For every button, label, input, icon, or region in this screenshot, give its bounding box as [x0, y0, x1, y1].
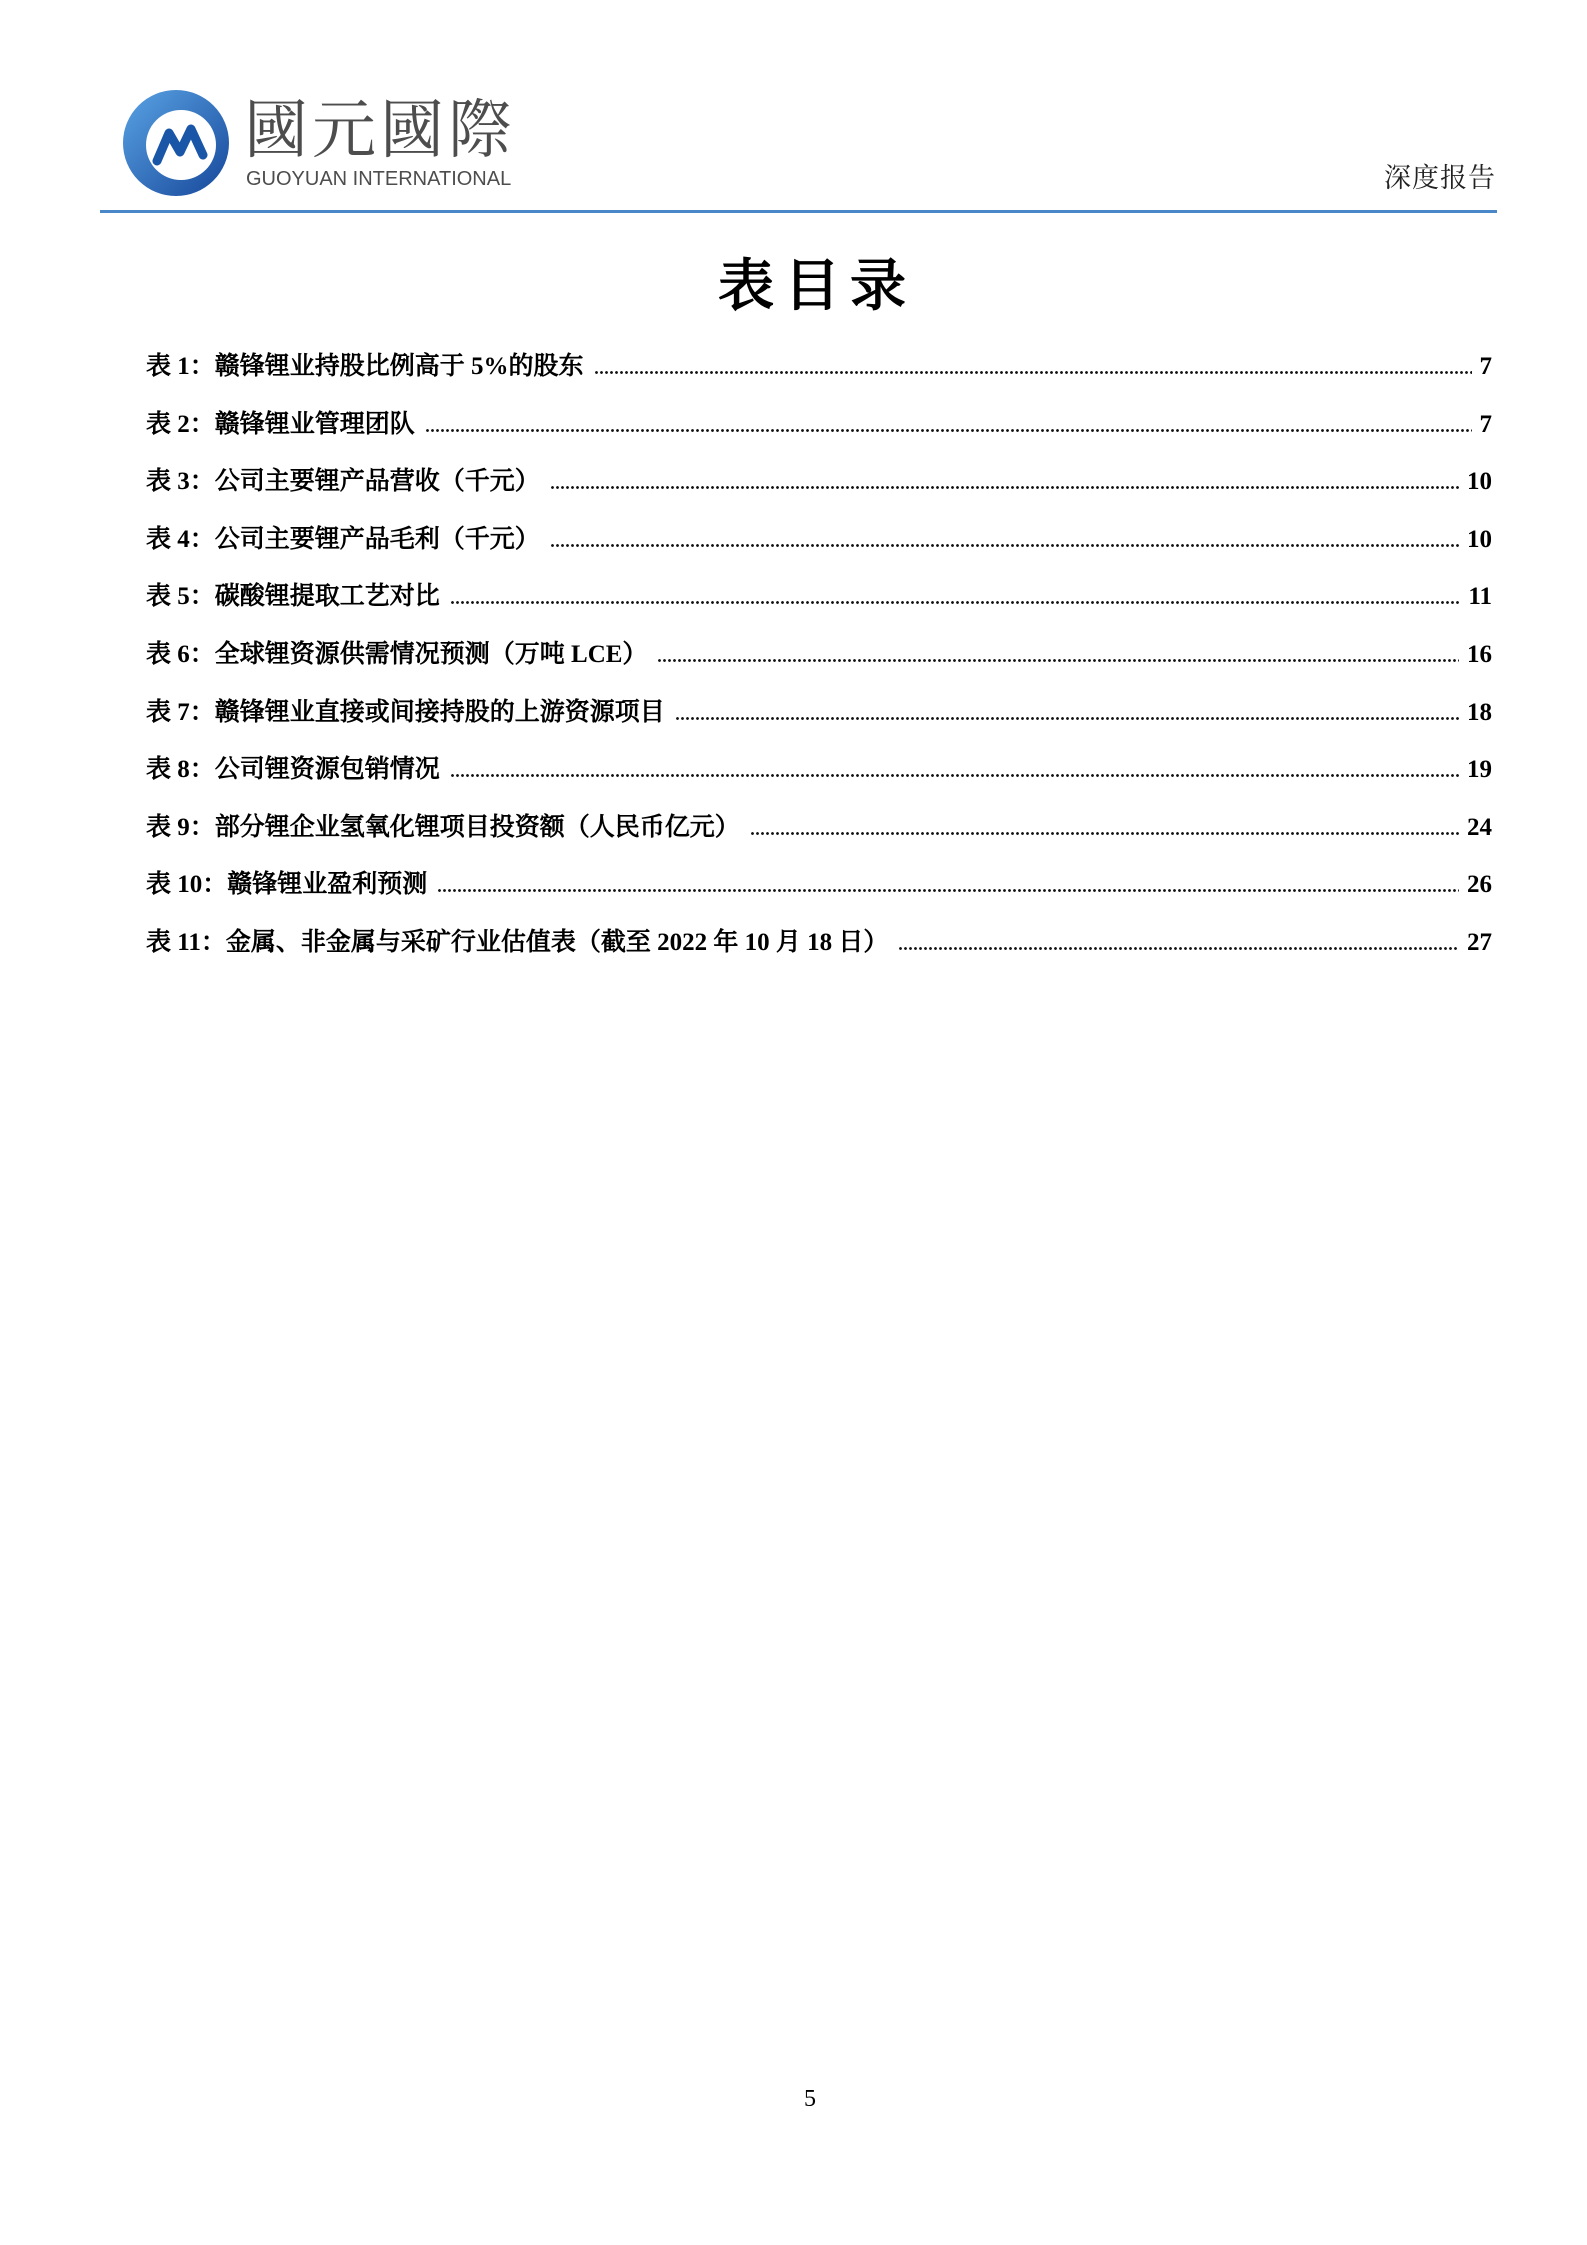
- toc-entry-page: 18: [1467, 698, 1492, 726]
- page-title: 表目录: [718, 256, 916, 318]
- footer-page-number: 5: [804, 2086, 816, 2112]
- toc-entry-page: 26: [1467, 871, 1492, 899]
- toc-entry-page: 10: [1467, 468, 1492, 496]
- toc-entry-title: 赣锋锂业持股比例高于 5%的股东: [214, 353, 584, 380]
- logo-name-cn: 國元國際: [244, 94, 516, 166]
- toc-entry-label: 表 10：: [146, 871, 228, 899]
- toc-entry-label: 表 9：: [146, 813, 215, 841]
- toc-dot-leader: [450, 774, 1459, 777]
- toc-entry-label: 表 5：: [146, 583, 215, 611]
- toc-entry-label: 表 4：: [146, 525, 215, 553]
- toc-entry-title: 金属、非金属与采矿行业估值表（截至 2022 年 10 月 18 日）: [225, 928, 889, 956]
- toc-entry-page: 7: [1479, 353, 1492, 380]
- toc-entry-label: 表 2：: [146, 410, 215, 438]
- header-divider: [100, 210, 1497, 213]
- toc-dot-leader: [898, 947, 1459, 950]
- toc-entry-page: 11: [1468, 583, 1492, 611]
- toc-dot-leader: [450, 601, 1461, 604]
- toc-entry-10[interactable]: [146, 856, 1492, 914]
- toc-entry-title: 赣锋锂业直接或间接持股的上游资源项目: [214, 698, 665, 726]
- toc-entry-title: 公司主要锂产品营收（千元）: [214, 468, 540, 496]
- toc-entry-8[interactable]: [146, 741, 1492, 799]
- toc-entry-label: 表 11：: [146, 928, 226, 956]
- toc-entry-label: 表 1：: [146, 353, 215, 380]
- toc-dot-leader: [657, 659, 1459, 662]
- toc-entry-label: 表 8：: [146, 756, 215, 784]
- toc-entry-title: 公司主要锂产品毛利（千元）: [214, 525, 540, 553]
- toc-dot-leader: [425, 429, 1472, 432]
- toc-entry-1[interactable]: [146, 338, 1492, 396]
- toc-dot-leader: [675, 717, 1459, 720]
- toc-entry-7[interactable]: [146, 684, 1492, 742]
- toc-entry-4[interactable]: [146, 511, 1492, 569]
- toc-entry-2[interactable]: [146, 396, 1492, 454]
- toc-entry-title: 赣锋锂业盈利预测: [227, 871, 428, 899]
- toc-entry-label: 表 7：: [146, 698, 215, 726]
- toc-entry-label: 表 6：: [146, 640, 215, 668]
- toc-entry-page: 27: [1467, 928, 1492, 956]
- toc-entry-page: 19: [1467, 756, 1492, 784]
- toc-entry-title: 公司锂资源包销情况: [214, 756, 440, 784]
- toc-entry-title: 赣锋锂业管理团队: [214, 410, 415, 438]
- guoyuan-logo-icon: [122, 89, 230, 197]
- report-type-label: 深度报告: [1384, 163, 1496, 193]
- toc-dot-leader: [437, 889, 1459, 892]
- toc-entry-label: 表 3：: [146, 468, 215, 496]
- toc-dot-leader: [750, 832, 1459, 835]
- toc-dot-leader: [550, 544, 1459, 547]
- toc-dot-leader: [594, 371, 1472, 374]
- toc-entry-title: 碳酸锂提取工艺对比: [214, 583, 440, 611]
- toc-dot-leader: [550, 486, 1459, 489]
- toc-entry-page: 24: [1467, 813, 1492, 841]
- toc-entry-6[interactable]: [146, 626, 1492, 684]
- toc-entry-5[interactable]: [146, 568, 1492, 626]
- table-of-contents: [146, 338, 1492, 972]
- toc-entry-page: 16: [1467, 640, 1492, 668]
- toc-entry-page: 7: [1479, 410, 1492, 438]
- toc-entry-11[interactable]: [146, 914, 1492, 972]
- logo-name-en: GUOYUAN INTERNATIONAL: [246, 168, 512, 190]
- toc-entry-3[interactable]: [146, 453, 1492, 511]
- toc-entry-page: 10: [1467, 525, 1492, 553]
- toc-entry-title: 全球锂资源供需情况预测（万吨 LCE）: [214, 640, 648, 668]
- toc-entry-9[interactable]: [146, 799, 1492, 857]
- toc-entry-title: 部分锂企业氢氧化锂项目投资额（人民币亿元）: [214, 813, 740, 841]
